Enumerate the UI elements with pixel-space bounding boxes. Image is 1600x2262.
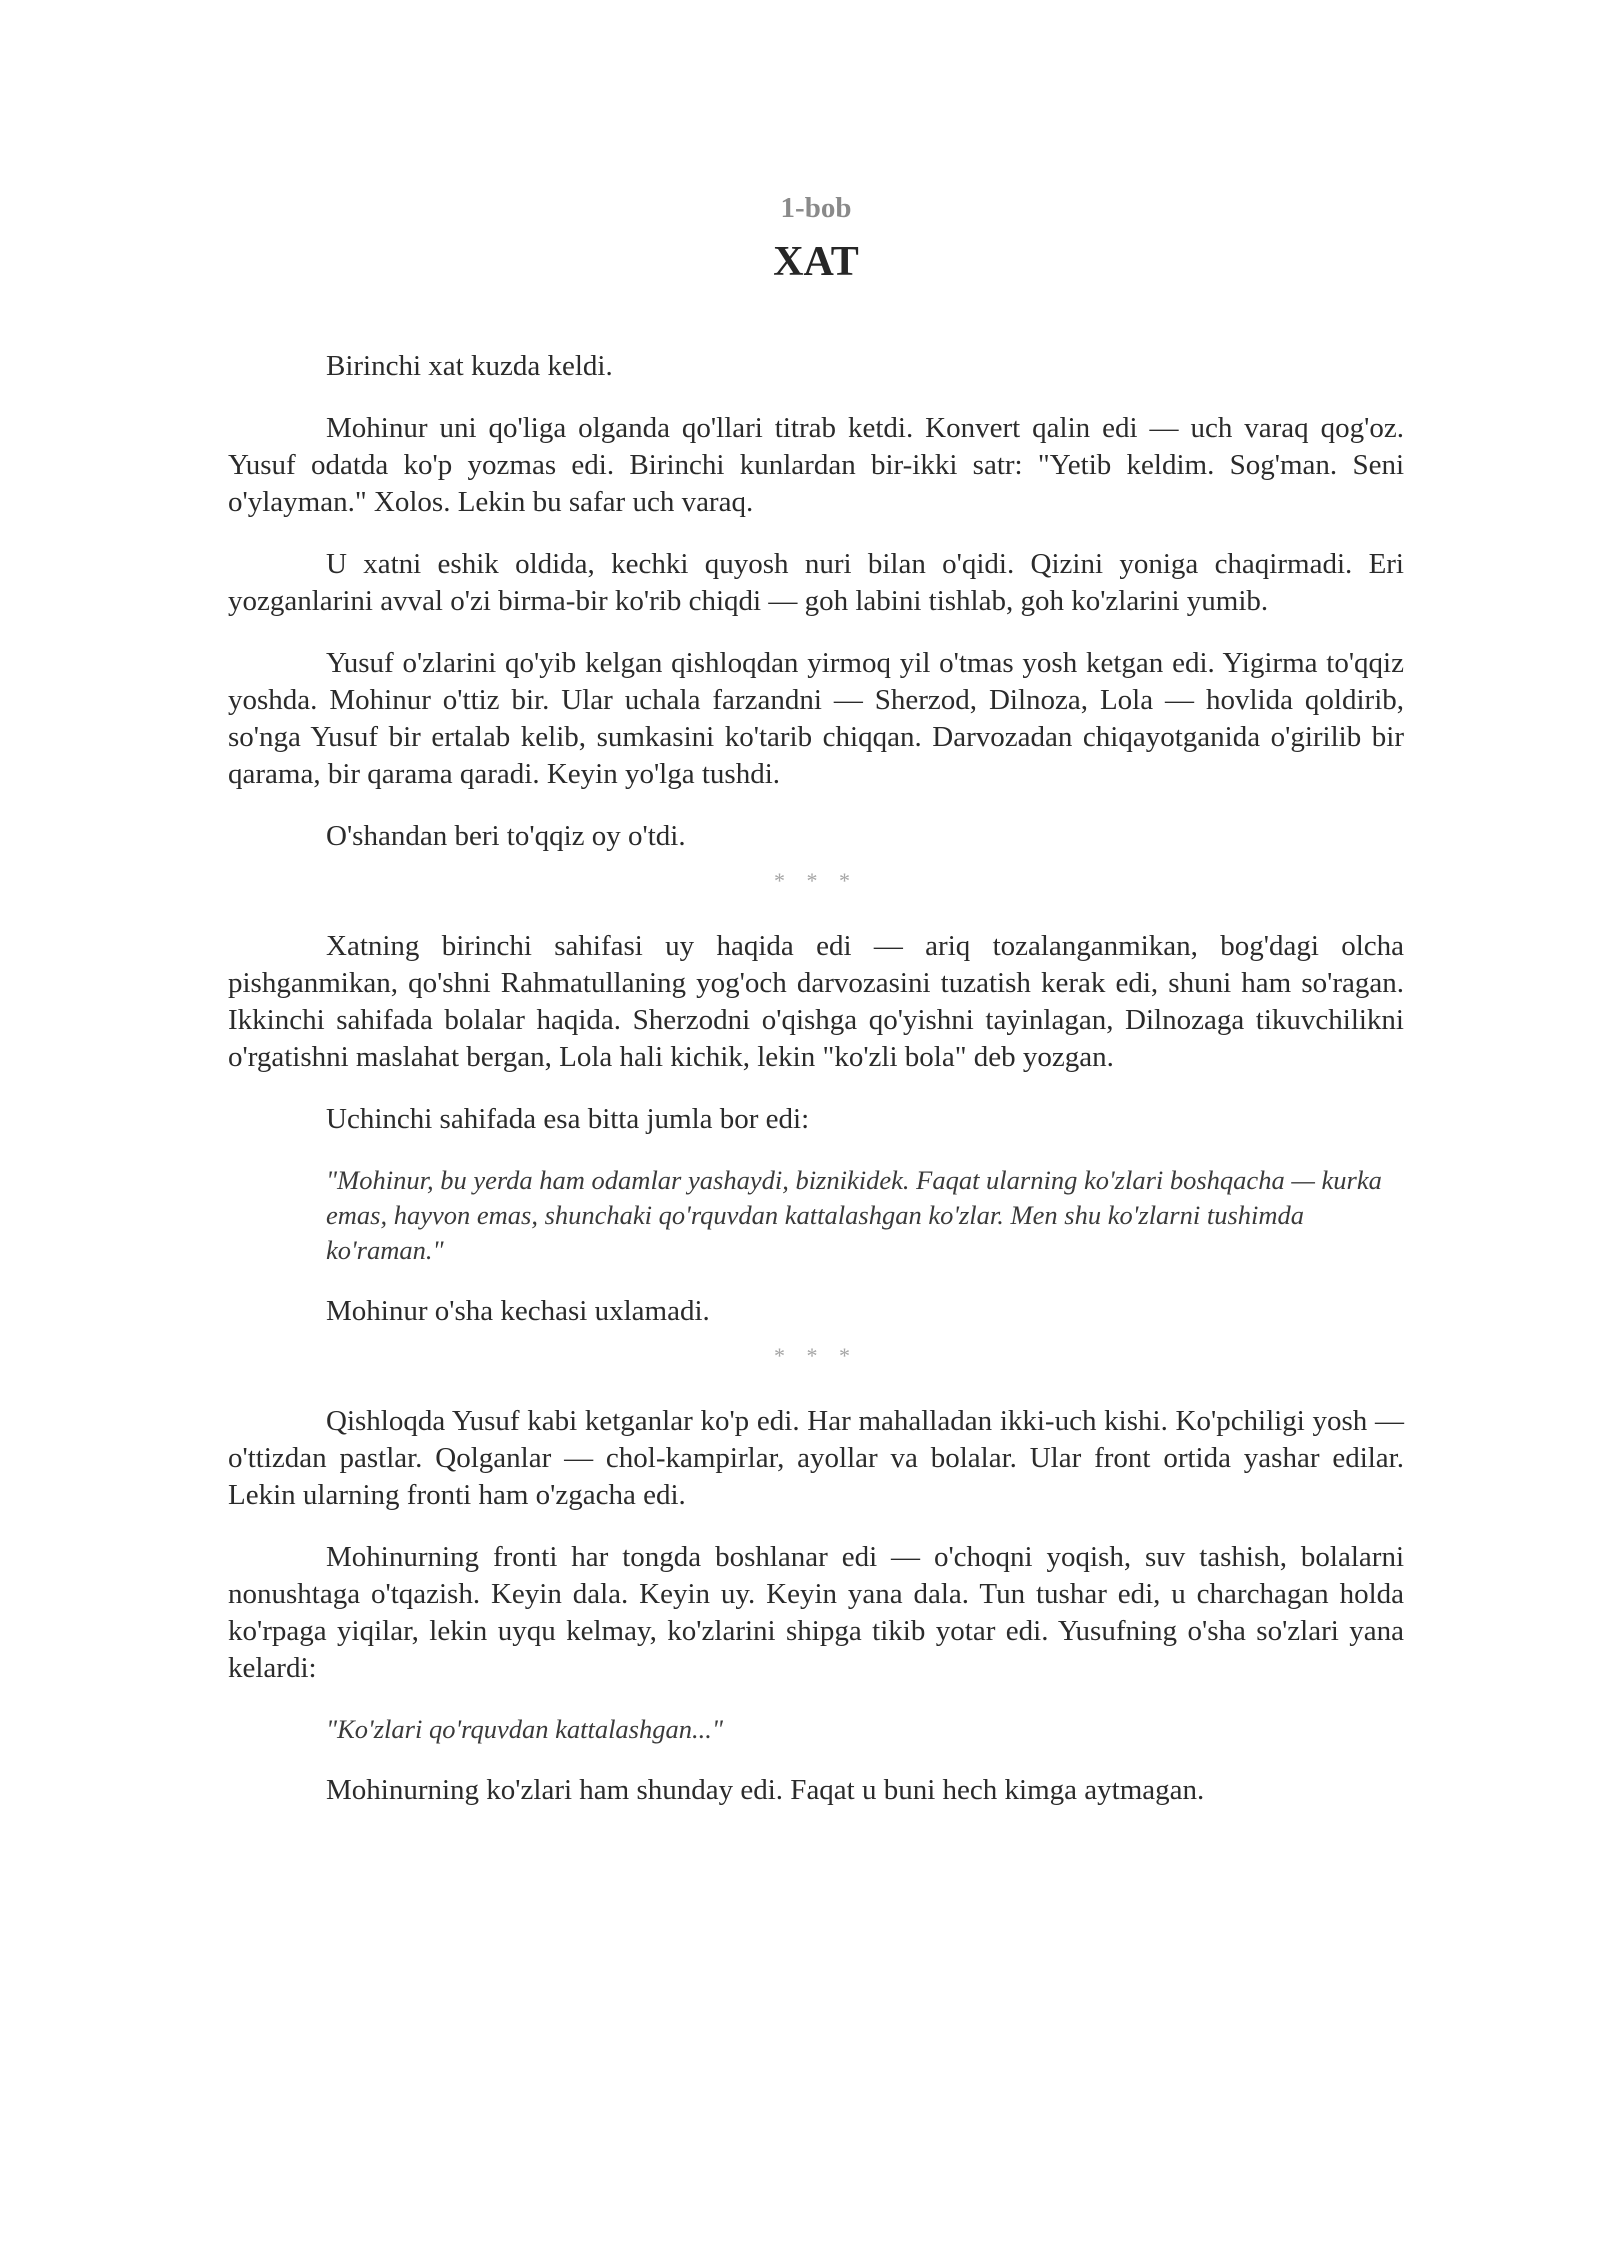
chapter-label: 1-bob [780,192,852,224]
chapter-title: XAT [773,239,859,285]
letter-quote: "Mohinur, bu yerda ham odamlar yashaydi, biznikidek. Faqat ularning ko'zlari boshqacha — kurka emas, hayvon emas, shunchaki qo'rquvdan kattalashgan ko'zlar. Men shu ko'zlarni tushimda ko'raman." [326,1165,1382,1265]
paragraph: Mohinur uni qo'liga olganda qo'llari titrab ketdi. Konvert qalin edi — uch varaq qog'oz. Yusuf odatda ko'p yozmas edi. Birinchi kunlardan bir-ikki satr: "Yetib keldim. Sog'man. Seni o'ylayman." Xolos. Lekin bu safar uch varaq. [228,412,1404,518]
section-separator: * * * [774,1343,858,1368]
paragraph: Mohinur o'sha kechasi uxlamadi. [326,1295,710,1327]
paragraph: U xatni eshik oldida, kechki quyosh nuri bilan o'qidi. Qizini yoniga chaqirmadi. Eri yozganlarini avval o'zi birma-bir ko'rib chiqdi — goh labini tishlab, goh ko'zlarini yumib. [228,548,1404,617]
paragraph: Qishloqda Yusuf kabi ketganlar ko'p edi. Har mahalladan ikki-uch kishi. Ko'pchiligi yosh — o'ttizdan pastlar. Qolganlar — chol-kampirlar, ayollar va bolalar. Ular front ortida yashar edilar. Lekin ularning fronti ham o'zgacha edi. [228,1405,1404,1511]
chapter-body [228,348,1404,1809]
document-page [228,190,1404,1834]
paragraph: Mohinurning ko'zlari ham shunday edi. Faqat u buni hech kimga aytmagan. [326,1774,1205,1806]
paragraph: Uchinchi sahifada esa bitta jumla bor edi: [326,1103,810,1135]
paragraph: Xatning birinchi sahifasi uy haqida edi — ariq tozalanganmikan, bog'dagi olcha pishganmikan, qo'shni Rahmatullaning yog'och darvozasini tuzatish kerak edi, shuni ham so'ragan. Ikkinchi sahifada bolalar haqida. Sherzodni o'qishga qo'yishni tayinlagan, Dilnozaga tikuvchilikni o'rgatishni maslahat bergan, Lola hali kichik, lekin "ko'zli bola" deb yozgan. [228,930,1404,1073]
paragraph: Mohinurning fronti har tongda boshlanar edi — o'choqni yoqish, suv tashish, bolalarni nonushtaga o'tqazish. Keyin dala. Keyin uy. Keyin yana dala. Tun tushar edi, u charchagan holda ko'rpaga yiqilar, lekin uyqu kelmay, ko'zlarini shipga tikib yotar edi. Yusufning o'sha so'zlari yana kelardi: [228,1541,1404,1684]
paragraph: O'shandan beri to'qqiz oy o'tdi. [326,820,686,852]
section-separator: * * * [774,868,858,893]
paragraph: Birinchi xat kuzda keldi. [326,350,613,382]
paragraph: Yusuf o'zlarini qo'yib kelgan qishloqdan yirmoq yil o'tmas yosh ketgan edi. Yigirma to'qqiz yoshda. Mohinur o'ttiz bir. Ular uchala farzandni — Sherzod, Dilnoza, Lola — hovlida qoldirib, so'nga Yusuf bir ertalab kelib, sumkasini ko'tarib chiqqan. Darvozadan chiqayotganida o'girilib bir qarama, bir qarama qaradi. Keyin yo'lga tushdi. [228,647,1404,790]
letter-quote: "Ko'zlari qo'rquvdan kattalashgan..." [326,1714,723,1744]
